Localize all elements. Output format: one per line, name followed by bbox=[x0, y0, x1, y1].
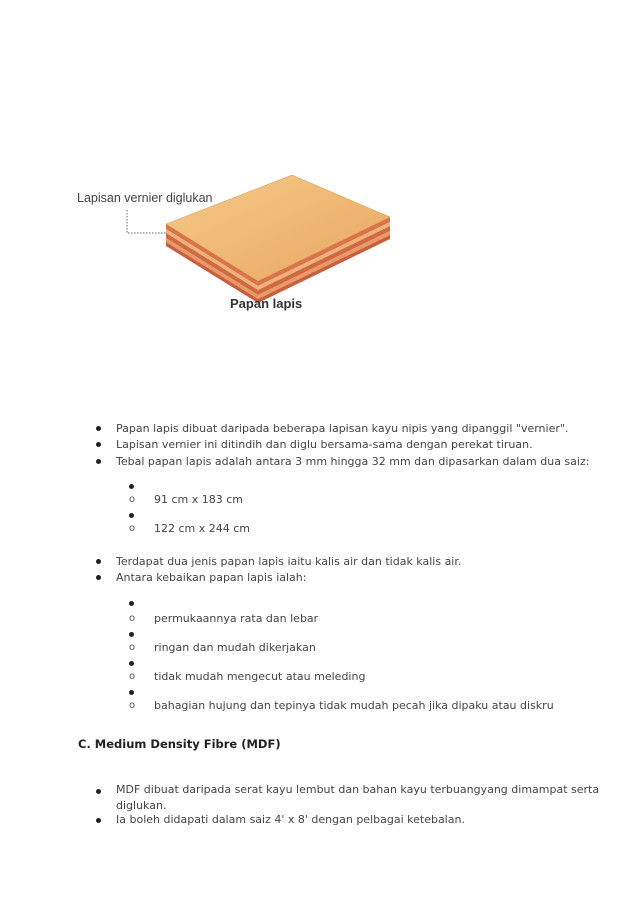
list-item: Papan lapis dibuat daripada beberapa lapisan kayu nipis yang dipanggil "vernier". bbox=[116, 422, 569, 435]
list-item: bahagian hujung dan tepinya tidak mudah pecah jika dipaku atau diskru bbox=[154, 699, 554, 712]
list-item: ringan dan mudah dikerjakan bbox=[154, 641, 316, 654]
bullet-icon bbox=[129, 661, 134, 666]
bullet-icon bbox=[129, 601, 134, 606]
circle-bullet-icon: o bbox=[129, 613, 136, 624]
list-item: 91 cm x 183 cm bbox=[154, 493, 244, 506]
list-item: MDF dibuat daripada serat kayu lembut dan bahan kayu terbuangyang dimampat serta bbox=[116, 783, 600, 796]
bullet-icon bbox=[129, 690, 134, 695]
list-item: Ia boleh didapati dalam saiz 4' x 8' dengan pelbagai ketebalan. bbox=[116, 813, 465, 826]
list-item: 122 cm x 244 cm bbox=[154, 522, 251, 535]
circle-bullet-icon: o bbox=[129, 642, 136, 653]
list-item: Tebal papan lapis adalah antara 3 mm hingga 32 mm dan dipasarkan dalam dua saiz: bbox=[116, 455, 590, 468]
circle-bullet-icon: o bbox=[129, 494, 136, 505]
list-item: Antara kebaikan papan lapis ialah: bbox=[116, 571, 307, 584]
list-item: permukaannya rata dan lebar bbox=[154, 612, 319, 625]
circle-bullet-icon: o bbox=[129, 700, 136, 711]
list-item: Lapisan vernier ini ditindih dan diglu bersama-sama dengan perekat tiruan. bbox=[116, 438, 533, 451]
figure-caption: Papan lapis bbox=[230, 296, 303, 311]
bullet-icon bbox=[96, 426, 101, 431]
circle-bullet-icon: o bbox=[129, 523, 136, 534]
bullet-icon bbox=[129, 632, 134, 637]
bullet-icon bbox=[96, 575, 101, 580]
figure-label: Lapisan vernier diglukan bbox=[77, 191, 213, 205]
bullet-icon bbox=[96, 442, 101, 447]
list-item-continuation: diglukan. bbox=[116, 799, 167, 812]
bullet-icon bbox=[96, 459, 101, 464]
plywood-figure bbox=[70, 175, 400, 315]
bullet-icon bbox=[129, 484, 134, 489]
list-item: tidak mudah mengecut atau meleding bbox=[154, 670, 366, 683]
bullet-icon bbox=[96, 818, 101, 823]
section-heading: C. Medium Density Fibre (MDF) bbox=[78, 737, 281, 751]
bullet-icon bbox=[129, 513, 134, 518]
list-item: Terdapat dua jenis papan lapis iaitu kalis air dan tidak kalis air. bbox=[116, 555, 462, 568]
bullet-icon bbox=[96, 789, 101, 794]
bullet-icon bbox=[96, 559, 101, 564]
circle-bullet-icon: o bbox=[129, 671, 136, 682]
